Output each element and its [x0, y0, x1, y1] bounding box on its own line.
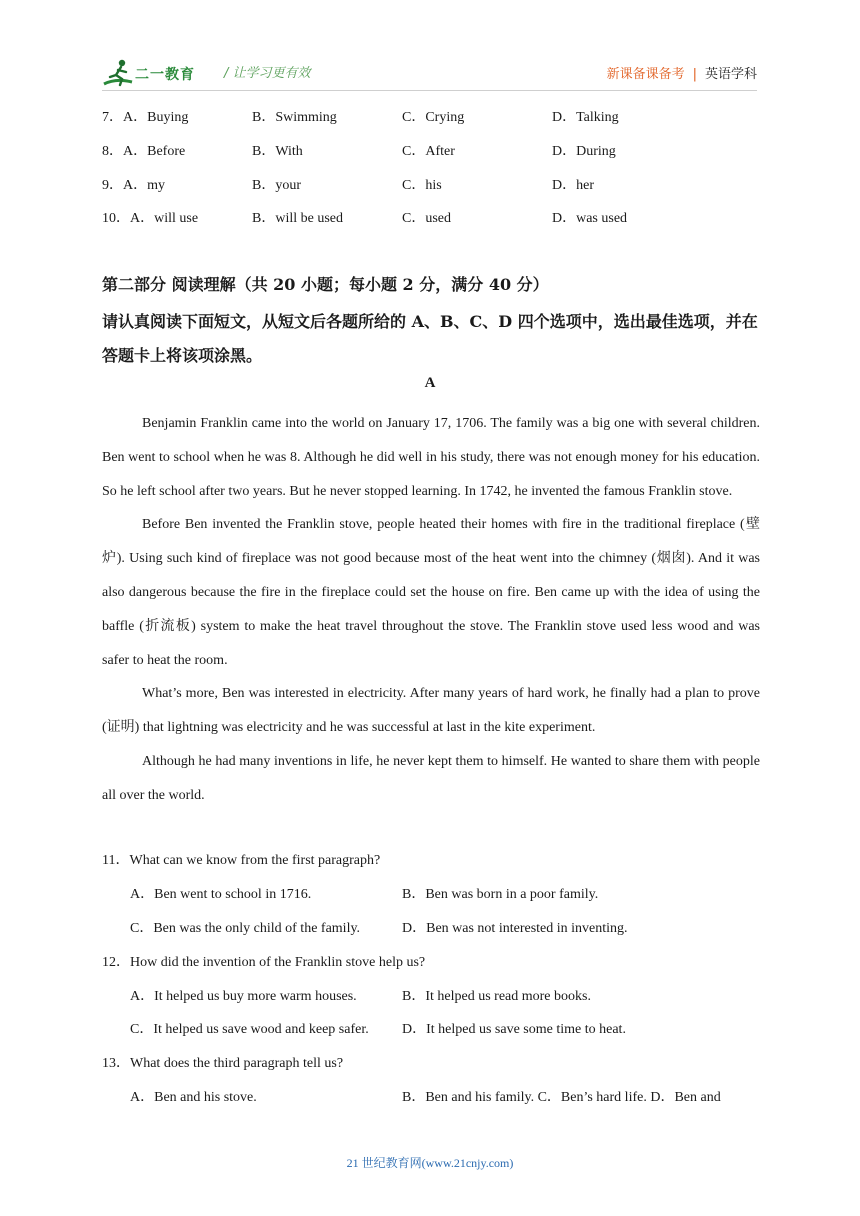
option-a: 7．A．Buying	[102, 110, 189, 125]
option-row	[102, 174, 762, 194]
question-option-b: B．It helped us read more books.	[402, 989, 591, 1004]
header-subject	[607, 63, 757, 82]
passage-body	[102, 407, 760, 813]
paragraph: Although he had many inventions in life, he never kept them to himself. He wanted to share them with people all over the world.	[102, 753, 760, 803]
question-stem: 13．What does the third paragraph tell us?	[102, 1056, 344, 1071]
option-d: D．Talking	[552, 110, 619, 125]
slogan: / 让学习更有效	[224, 66, 311, 81]
question-option-a: A．It helped us buy more warm houses.	[130, 989, 357, 1004]
option-row	[102, 106, 762, 126]
option-a: 9．A．my	[102, 178, 165, 193]
header-divider	[102, 90, 757, 91]
page-footer: 21 世纪教育网(www.21cnjy.com)	[346, 1156, 514, 1170]
option-d: D．During	[552, 144, 616, 159]
question-option-d: D．It helped us save some time to heat.	[402, 1022, 626, 1037]
question-option-d: D．Ben was not interested in inventing.	[402, 921, 628, 936]
header-separator: |	[692, 67, 697, 82]
option-b: B．With	[252, 144, 303, 159]
paragraph: Benjamin Franklin came into the world on January 17, 1706. The family was a big one with several children. Ben went to school when he was 8. Although he did well in his study, there was not enough money for his education. So he left school after two years. But he never stopped learning. In 1742, he invented the famous Franklin stove.	[102, 416, 760, 499]
question-option-c: C．It helped us save wood and keep safer.	[130, 1022, 369, 1037]
question-option-bcd: B．Ben and his family. C．Ben’s hard life. D．Ben and	[402, 1090, 721, 1105]
page-header	[102, 56, 757, 90]
option-c: C．After	[402, 144, 455, 159]
option-a: 10．A．will use	[102, 211, 199, 226]
logo	[102, 58, 212, 88]
passage-title: A	[424, 375, 436, 391]
header-course: 新课备课备考	[606, 67, 685, 82]
question-stem: 11．What can we know from the first paragraph?	[102, 853, 381, 868]
question-option-b: B．Ben was born in a poor family.	[402, 887, 599, 902]
option-c: C．Crying	[402, 110, 465, 125]
question-option-c: C．Ben was the only child of the family.	[130, 921, 361, 936]
option-a: 8．A．Before	[102, 144, 186, 159]
question-stem: 12．How did the invention of the Franklin stove help us?	[102, 955, 426, 970]
option-b: B．Swimming	[252, 110, 337, 125]
question-option-a: A．Ben went to school in 1716.	[130, 887, 312, 902]
header-subject-label: 英语学科	[704, 67, 757, 82]
section-title: 第二部分 阅读理解（共 20 小题；每小题 2 分，满分 40 分）	[102, 275, 549, 294]
runner-logo-icon	[102, 58, 136, 88]
question-option-a: A．Ben and his stove.	[130, 1090, 257, 1105]
option-c: C．used	[402, 211, 451, 226]
option-d: D．was used	[552, 211, 628, 226]
option-b: B．your	[252, 178, 301, 193]
paragraph: What’s more, Ben was interested in electricity. After many years of hard work, he finally had a plan to prove (证明) that lightning was electricity and he was successful at last in the kite experiment.	[102, 686, 760, 736]
option-row	[102, 207, 762, 227]
paragraph: Before Ben invented the Franklin stove, people heated their homes with fire in the traditional fireplace (壁炉). Using such kind of fireplace was not good because most of the heat went into the chimney (烟囱). And it was also dangerous because the fire in the fireplace could set the house on fire. Ben came up with the idea of using the baffle (折流板) system to make the heat travel throughout the stove. The Franklin stove used less wood and was safer to heat the room.	[102, 517, 760, 668]
option-b: B．will be used	[252, 211, 343, 226]
section-instruction: 请认真阅读下面短文，从短文后各题所给的 A、B、C、D 四个选项中，选出最佳选项，并在答题卡上将该项涂黑。	[102, 312, 758, 365]
option-d: D．her	[552, 178, 594, 193]
option-row	[102, 140, 762, 160]
option-c: C．his	[402, 178, 442, 193]
logo-text: 二一教育	[135, 67, 195, 83]
